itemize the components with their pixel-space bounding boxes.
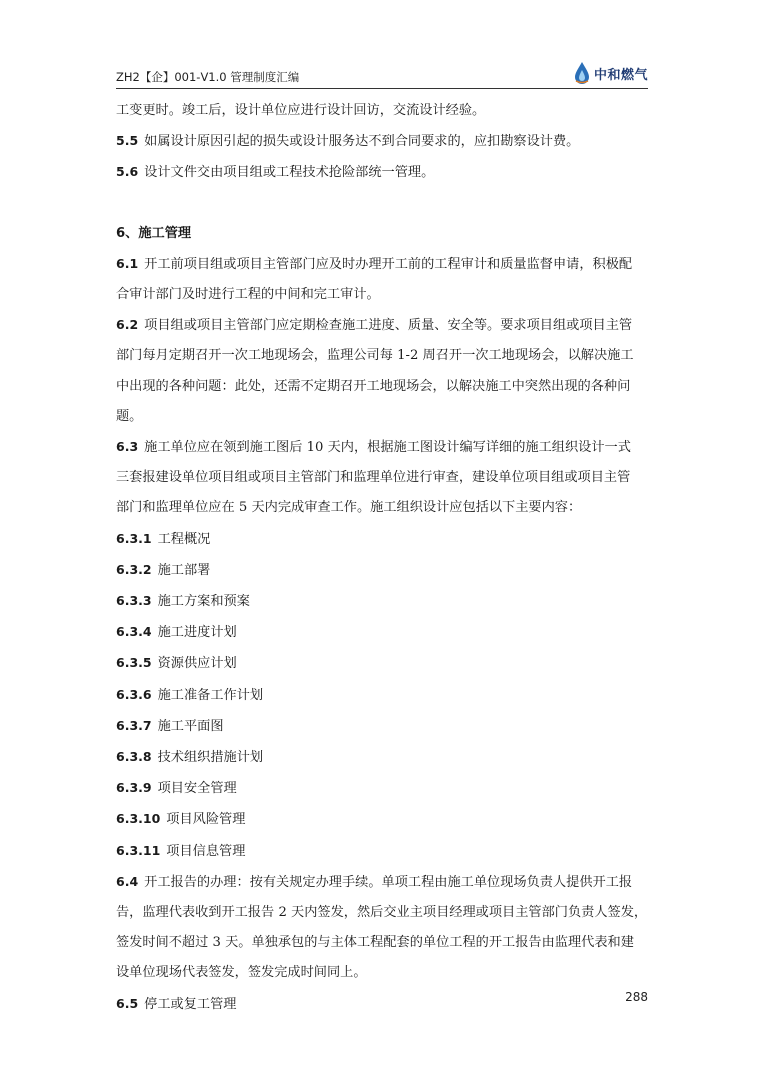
flame-drop-icon	[573, 61, 591, 85]
clause-number: 6.3	[116, 439, 139, 455]
clause-text: 设计文件交由项目组或工程技术抢险部统一管理。	[144, 165, 435, 181]
clause-number: 6.3.5	[116, 655, 152, 671]
clause-text: 项目风险管理	[166, 812, 246, 828]
clause-text: 施工部署	[157, 562, 211, 578]
page-header	[116, 58, 648, 88]
text-line	[116, 867, 648, 898]
clause-text: 开工前项目组或项目主管部门应及时办理开工前的工程审计和质量监督申请，积极配	[144, 256, 633, 272]
clause-number: 6.3.11	[116, 842, 161, 858]
clause-number: 6.3.8	[116, 749, 152, 765]
text-line	[116, 648, 648, 679]
clause-text: 资源供应计划	[157, 656, 237, 672]
clause-text: 合审计部门及时进行工程的中间和完工审计。	[116, 287, 380, 303]
text-line	[116, 586, 648, 617]
clause-text: 施工方案和预案	[157, 594, 250, 610]
text-line	[116, 928, 648, 958]
clause-number: 5.5	[116, 133, 139, 149]
logo-text: 中和燃气	[593, 67, 648, 83]
text-line	[116, 711, 648, 742]
text-line	[116, 555, 648, 586]
clause-text: 题。	[116, 408, 143, 424]
text-line	[116, 898, 648, 928]
clause-text: 施工进度计划	[157, 625, 237, 641]
text-line	[116, 958, 648, 988]
page-number: 288	[625, 990, 648, 1004]
text-line	[116, 617, 648, 648]
clause-text: 施工准备工作计划	[157, 687, 264, 703]
clause-number: 6.3.10	[116, 811, 161, 827]
clause-text: 部门每月定期召开一次工地现场会，监理公司每 1-2 周召开一次工地现场会，以解决施工	[116, 348, 634, 364]
text-line	[116, 773, 648, 804]
clause-text: 项目组或项目主管部门应定期检查施工进度、质量、安全等。要求项目组或项目主管	[144, 318, 633, 334]
clause-text: 中出现的各种问题：此处，还需不定期召开工地现场会，以解决施工中突然出现的各种问	[116, 378, 631, 394]
clause-text: 项目信息管理	[166, 843, 246, 859]
text-line	[116, 463, 648, 493]
text-line	[116, 280, 648, 310]
clause-number: 6.2	[116, 317, 139, 333]
clause-number: 6.3.1	[116, 530, 152, 546]
text-line	[116, 341, 648, 371]
text-line	[116, 836, 648, 867]
header-title: ZH2【企】001-V1.0 管理制度汇编	[116, 70, 300, 84]
clause-text: 三套报建设单位项目组或项目主管部门和监理单位进行审查，建设单位项目组或项目主管	[116, 470, 631, 486]
clause-text: 停工或复工管理	[144, 996, 237, 1012]
clause-number: 6.3.7	[116, 717, 152, 733]
company-logo	[573, 60, 648, 86]
clause-number: 6.3.3	[116, 593, 152, 609]
clause-text: 工程概况	[157, 531, 211, 547]
text-line	[116, 804, 648, 835]
clause-text: 技术组织措施计划	[157, 750, 264, 766]
clause-text: 签发时间不超过 3 天。单独承包的与主体工程配套的单位工程的开工报告由监理代表和建	[116, 935, 634, 951]
clause-number: 6.5	[116, 995, 139, 1011]
clause-text: 工变更时。竣工后，设计单位应进行设计回访，交流设计经验。	[116, 103, 486, 118]
text-line	[116, 402, 648, 432]
text-line	[116, 372, 648, 402]
clause-text: 告，监理代表收到开工报告 2 天内签发，然后交业主项目经理或项目主管部门负责人签发，	[116, 905, 648, 921]
text-line	[116, 680, 648, 711]
text-line	[116, 126, 648, 157]
clause-text: 如属设计原因引起的损失或设计服务达不到合同要求的，应扣勘察设计费。	[144, 134, 580, 150]
clause-number: 5.6	[116, 164, 139, 180]
text-line	[116, 249, 648, 280]
clause-number: 6.3.6	[116, 686, 152, 702]
document-body	[116, 96, 648, 1020]
text-line	[116, 524, 648, 555]
text-line	[116, 742, 648, 773]
clause-text: 部门和监理单位应在 5 天内完成审查工作。施工组织设计应包括以下主要内容：	[116, 500, 582, 516]
clause-number: 6.1	[116, 255, 139, 271]
clause-text: 施工平面图	[157, 718, 224, 734]
text-line	[116, 432, 648, 463]
clause-text: 设单位现场代表签发，签发完成时间同上。	[116, 965, 367, 981]
text-line	[116, 493, 648, 523]
header-divider	[116, 88, 648, 89]
clause-text: 施工单位应在领到施工图后 10 天内，根据施工图设计编写详细的施工组织设计一式	[144, 440, 631, 456]
clause-number: 6.4	[116, 873, 139, 889]
text-line	[116, 310, 648, 341]
text-line	[116, 157, 648, 188]
text-line	[116, 96, 648, 126]
text-line	[116, 989, 648, 1020]
clause-number: 6.3.2	[116, 561, 152, 577]
section-title: 6、施工管理	[116, 225, 192, 241]
clause-text: 项目安全管理	[157, 781, 237, 797]
clause-number: 6.3.9	[116, 780, 152, 796]
clause-text: 开工报告的办理：按有关规定办理手续。单项工程由施工单位现场负责人提供开工报	[144, 874, 633, 890]
clause-number: 6.3.4	[116, 624, 152, 640]
